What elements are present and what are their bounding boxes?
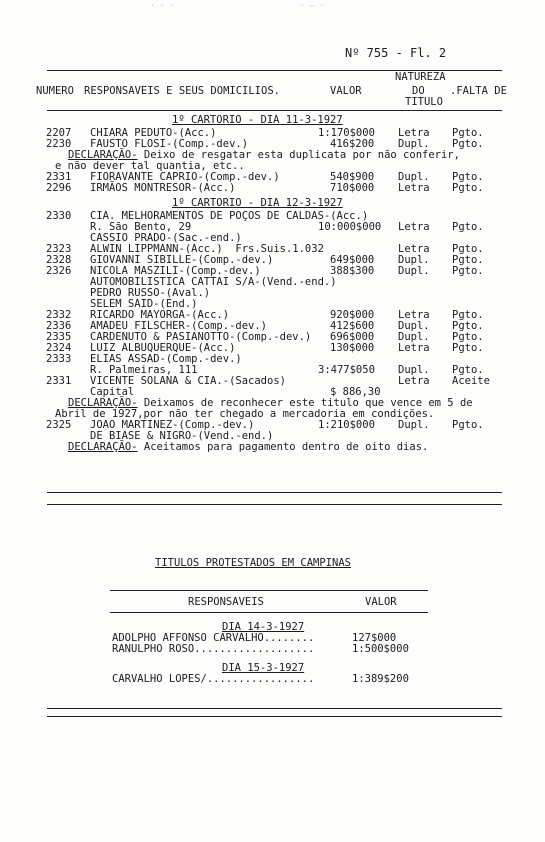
campinas-top-rule bbox=[110, 590, 428, 591]
campinas-date: DIA 15-3-1927 bbox=[222, 662, 305, 674]
entry-valor: 416$200 bbox=[330, 138, 375, 150]
entry-text: NICOLA MASZILI-(Comp.-dev.) bbox=[90, 265, 261, 277]
header-bottom-rule bbox=[47, 110, 502, 111]
entry-number: 2335 bbox=[46, 331, 72, 343]
entry-valor: 710$000 bbox=[330, 182, 375, 194]
declaration-label: DECLARAÇÃO- bbox=[68, 441, 138, 453]
entry-natureza: Dupl. bbox=[398, 265, 430, 277]
entry-number: 2331 bbox=[46, 375, 72, 387]
entry-falta: Pgto. bbox=[452, 138, 484, 150]
campinas-col-responsaveis: RESPONSAVEIS bbox=[188, 596, 264, 608]
entry-falta: Aceite bbox=[452, 375, 490, 387]
campinas-end-rule bbox=[47, 708, 502, 709]
entry-text: GIOVANNI SIBILLE-(Comp.-dev.) bbox=[90, 254, 274, 266]
entry-valor: 412$600 bbox=[330, 320, 375, 332]
entry-valor: 388$300 bbox=[330, 265, 375, 277]
entry-natureza: Letra bbox=[398, 375, 430, 387]
campinas-valor: 1:500$000 bbox=[352, 643, 409, 655]
entry-number: 2336 bbox=[46, 320, 72, 332]
campinas-valor: 1:389$200 bbox=[352, 673, 409, 685]
entry-text: DE BIASE & NIGRO-(Vend.-end.) bbox=[90, 430, 274, 442]
entry-text: Capital bbox=[90, 386, 135, 398]
entry-falta: Pgto. bbox=[452, 243, 484, 255]
entry-text: IRMÃOS MONTRESOR-(Acc.) bbox=[90, 182, 236, 194]
entry-falta: Pgto. bbox=[452, 265, 484, 277]
entry-text: AUTOMOBILISTICA CATTAI S/A-(Vend.-end.) bbox=[90, 276, 337, 288]
declaration-label: DECLARAÇÃO- bbox=[68, 149, 138, 161]
entry-text: AMADEU FILSCHER-(Comp.-dev.) bbox=[90, 320, 268, 332]
entry-text: LUIZ ALBUQUERQUE-(Acc.) bbox=[90, 342, 236, 354]
header-do: DO bbox=[412, 85, 425, 97]
campinas-header-rule bbox=[110, 612, 428, 613]
entry-number: 2324 bbox=[46, 342, 72, 354]
entry-natureza: Letra bbox=[398, 243, 430, 255]
entry-text: SELEM SAID-(End.) bbox=[90, 298, 198, 310]
campinas-date: DIA 14-3-1927 bbox=[222, 621, 305, 633]
entry-natureza: Letra bbox=[398, 221, 430, 233]
entry-text: Abril de 1927,por não ter chegado a mercadoria em condições. bbox=[55, 408, 435, 420]
entry-falta: Pgto. bbox=[452, 127, 484, 139]
scan-speck: · · · bbox=[150, 1, 175, 10]
entry-valor: 540$900 bbox=[330, 171, 375, 183]
header-natureza: NATUREZA bbox=[395, 71, 446, 83]
campinas-name: CARVALHO LOPES/................. bbox=[112, 673, 315, 685]
page-reference: Nº 755 - Fl. 2 bbox=[345, 46, 447, 60]
entry-valor: 649$000 bbox=[330, 254, 375, 266]
entry-text: CARDENUTO & PASIANOTTO-(Comp.-dev.) bbox=[90, 331, 312, 343]
campinas-title: TITULOS PROTESTADOS EM CAMPINAS bbox=[155, 557, 351, 569]
entry-number: 2207 bbox=[46, 127, 72, 139]
declaration-body: Aceitamos para pagamento dentro de oito dias. bbox=[137, 441, 429, 453]
entry-text: e não dever tal quantia, etc.. bbox=[55, 160, 245, 172]
listing-end-rule-2 bbox=[47, 504, 502, 505]
entry-number: 2331 bbox=[46, 171, 72, 183]
entry-natureza: Dupl. bbox=[398, 419, 430, 431]
entry-text: RICARDO MAYORGA-(Acc.) bbox=[90, 309, 230, 321]
entry-natureza: Dupl. bbox=[398, 364, 430, 376]
entry-natureza: Dupl. bbox=[398, 331, 430, 343]
entry-natureza: Letra bbox=[398, 342, 430, 354]
declaration-text bbox=[68, 442, 428, 453]
entry-natureza: Dupl. bbox=[398, 138, 430, 150]
scan-speck: · — · bbox=[300, 1, 325, 10]
entry-text: R. Palmeiras, 111 bbox=[90, 364, 198, 376]
entry-natureza: Dupl. bbox=[398, 320, 430, 332]
entry-valor: 1:210$000 bbox=[318, 419, 375, 431]
entry-text: ALWIN LIPPMANN-(Acc.) Frs.Suis.1.032 bbox=[90, 243, 324, 255]
entry-number: 2333 bbox=[46, 353, 72, 365]
entry-number: 2332 bbox=[46, 309, 72, 321]
entry-falta: Pgto. bbox=[452, 331, 484, 343]
header-falta: .FALTA DE bbox=[450, 85, 507, 97]
entry-falta: Pgto. bbox=[452, 364, 484, 376]
campinas-name: RANULPHO ROSO................... bbox=[112, 643, 315, 655]
entry-falta: Pgto. bbox=[452, 342, 484, 354]
entry-text: CASSIO PRADO-(Sac.-end.) bbox=[90, 232, 242, 244]
entry-number: 2323 bbox=[46, 243, 72, 255]
entry-falta: Pgto. bbox=[452, 309, 484, 321]
entry-falta: Pgto. bbox=[452, 182, 484, 194]
entry-valor: 130$000 bbox=[330, 342, 375, 354]
entry-number: 2325 bbox=[46, 419, 72, 431]
entry-falta: Pgto. bbox=[452, 320, 484, 332]
entry-number: 2328 bbox=[46, 254, 72, 266]
entry-natureza: Letra bbox=[398, 182, 430, 194]
entry-falta: Pgto. bbox=[452, 254, 484, 266]
entry-natureza: Dupl. bbox=[398, 254, 430, 266]
listing-end-rule bbox=[47, 492, 502, 493]
entry-text: FAUSTO FLOSI-(Comp.-dev.) bbox=[90, 138, 249, 150]
entry-natureza: Letra bbox=[398, 309, 430, 321]
entry-valor: 696$000 bbox=[330, 331, 375, 343]
declaration-label: DECLARAÇÃO- bbox=[68, 397, 138, 409]
campinas-col-valor: VALOR bbox=[365, 596, 397, 608]
header-numero: NUMERO bbox=[36, 85, 74, 97]
entry-valor: 920$000 bbox=[330, 309, 375, 321]
entry-number: 2296 bbox=[46, 182, 72, 194]
entry-valor: 10:000$000 bbox=[318, 221, 382, 233]
entry-text: R. São Bento, 29 bbox=[90, 221, 192, 233]
section-heading: 1º CARTORIO - DIA 12-3-1927 bbox=[172, 197, 343, 209]
entry-falta: Pgto. bbox=[452, 171, 484, 183]
declaration-body: Deixo de resgatar esta duplicata por não conferir, bbox=[137, 149, 460, 161]
campinas-name: ADOLPHO AFFONSO CARVALHO........ bbox=[112, 632, 315, 644]
entry-text: CHIARA PEDUTO-(Acc.) bbox=[90, 127, 217, 139]
header-responsaveis: RESPONSAVEIS E SEUS DOMICILIOS. bbox=[84, 85, 280, 97]
entry-valor: 1:170$000 bbox=[318, 127, 375, 139]
entry-valor: 3:477$050 bbox=[318, 364, 375, 376]
entry-natureza: Dupl. bbox=[398, 171, 430, 183]
entry-text: PEDRO RUSSO-(Aval.) bbox=[90, 287, 211, 299]
entry-text: VICENTE SOLANA & CIA.-(Sacados) bbox=[90, 375, 286, 387]
declaration-body: Deixamos de reconhecer este titulo que vence em 5 de bbox=[137, 397, 473, 409]
entry-valor: $ 886,30 bbox=[330, 386, 381, 398]
entry-natureza: Letra bbox=[398, 127, 430, 139]
entry-text: JOAO MARTINEZ-(Comp.-dev.) bbox=[90, 419, 255, 431]
campinas-end-rule-2 bbox=[47, 716, 502, 717]
header-valor: VALOR bbox=[330, 85, 362, 97]
header-titulo: TITULO bbox=[405, 96, 443, 108]
entry-text: CIA. MELHORAMENTOS DE POÇOS DE CALDAS-(Acc.) bbox=[90, 210, 369, 222]
entry-falta: Pgto. bbox=[452, 419, 484, 431]
entry-text: FIORAVANTE CAPRIO-(Comp.-dev.) bbox=[90, 171, 280, 183]
campinas-valor: 127$000 bbox=[352, 632, 397, 644]
entry-falta: Pgto. bbox=[452, 221, 484, 233]
entry-text: ELIAS ASSAD-(Comp.-dev.) bbox=[90, 353, 242, 365]
section-heading: 1º CARTORIO - DIA 11-3-1927 bbox=[172, 114, 343, 126]
entry-number: 2230 bbox=[46, 138, 72, 150]
entry-number: 2326 bbox=[46, 265, 72, 277]
entry-number: 2330 bbox=[46, 210, 72, 222]
